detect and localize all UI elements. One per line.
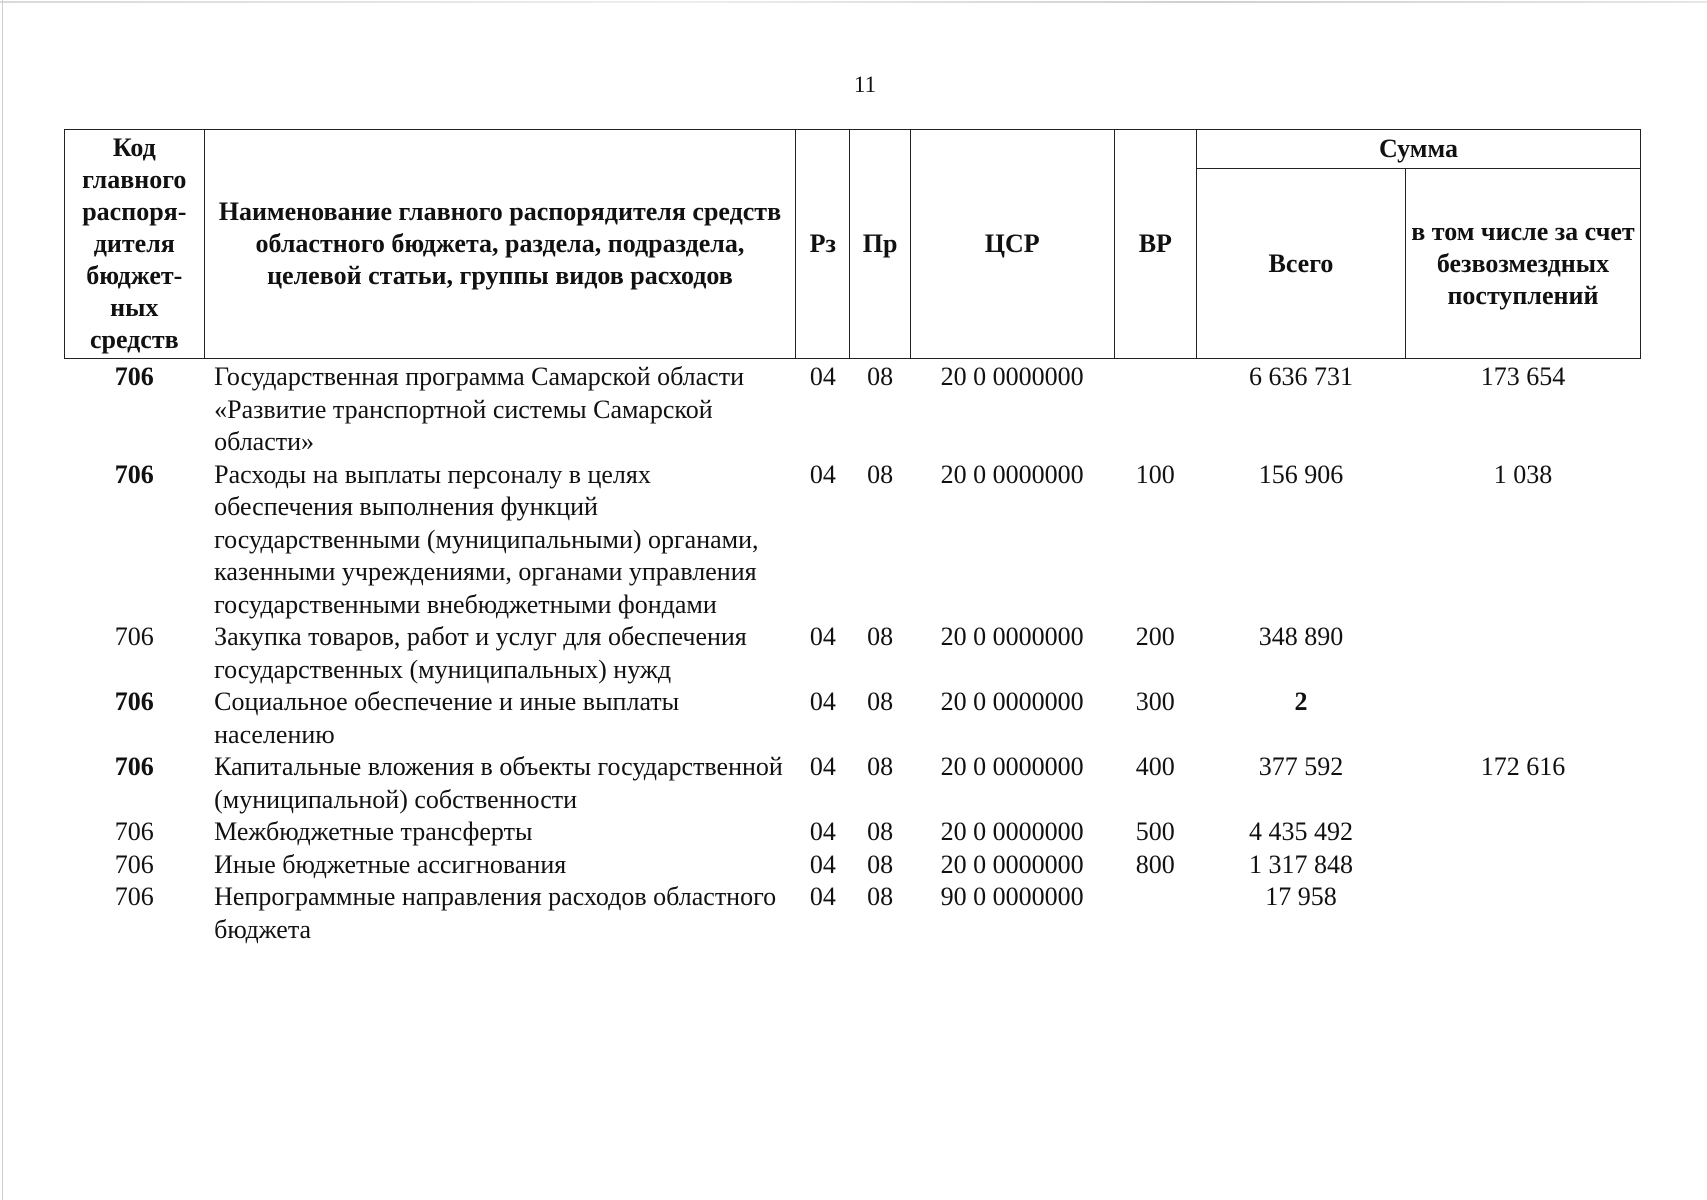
cell-csr: 90 0 0000000 [940,882,1084,911]
cell-rz: 04 [809,687,836,716]
cell-grants [1405,816,1640,849]
cell-pr: 08 [867,622,894,651]
header-vr: ВР [1114,130,1196,359]
cell-name: Межбюджетные трансферты [214,817,533,846]
cell-rz: 04 [809,459,836,489]
cell-pr: 08 [867,849,894,879]
cell-total: 4 435 492 [1248,817,1353,846]
cell-pr: 08 [867,459,894,489]
cell-total: 348 890 [1258,622,1344,651]
cell-name: Расходы на выплаты персоналу в целях обеспечения выполнения функций государственными (муниципальными) органами, казенными учреждениями, органами управления государственными внебюджетными фондами [214,459,759,619]
table-row [65,816,1641,849]
cell-csr: 20 0 0000000 [940,849,1084,879]
cell-rz: 04 [809,362,836,391]
cell-total: 2 [1294,687,1308,716]
cell-pr: 08 [867,817,894,846]
table-row [65,621,1641,686]
cell-code: 706 [114,752,154,781]
page-number: 11 [853,72,877,97]
cell-pr: 08 [867,362,894,391]
cell-vr [1114,359,1196,459]
header-grants: в том числе за счет безвозмездных поступлений [1405,169,1640,359]
cell-total: 17 958 [1265,882,1337,911]
cell-total: 1 317 848 [1248,849,1353,879]
cell-total: 156 906 [1258,459,1344,489]
header-pr: Пр [850,130,910,359]
cell-csr: 20 0 0000000 [940,752,1084,781]
cell-code: 706 [114,687,154,716]
cell-grants [1405,881,1640,946]
cell-rz: 04 [809,817,836,846]
cell-grants [1405,849,1640,882]
cell-vr [1114,881,1196,946]
budget-table [64,129,1641,946]
cell-vr: 100 [1135,459,1175,489]
header-sum-group: Сумма [1196,130,1640,169]
cell-code: 706 [114,882,154,911]
cell-total: 6 636 731 [1248,362,1353,391]
cell-code: 706 [114,817,154,846]
cell-grants: 1 038 [1493,459,1553,489]
scan-edge-left [2,0,3,1200]
cell-vr: 300 [1135,687,1175,716]
header-name: Наименование главного распорядителя средств областного бюджета, раздела, подраздела, целевой статьи, группы видов расходов [204,130,796,359]
cell-code: 706 [114,622,154,651]
cell-name: Капитальные вложения в объекты государственной (муниципальной) собственности [214,752,783,814]
cell-csr: 20 0 0000000 [940,622,1084,651]
cell-total: 377 592 [1258,752,1344,781]
cell-csr: 20 0 0000000 [940,687,1084,716]
cell-name: Социальное обеспечение и иные выплаты населению [214,687,680,749]
header-rz: Рз [796,130,850,359]
scan-edge-top [0,1,1707,3]
cell-csr: 20 0 0000000 [940,362,1084,391]
table-row [65,751,1641,816]
header-csr: ЦСР [910,130,1114,359]
cell-rz: 04 [809,882,836,911]
table-row [65,459,1641,622]
cell-vr: 400 [1135,752,1175,781]
cell-csr: 20 0 0000000 [940,817,1084,846]
cell-name: Закупка товаров, работ и услуг для обеспечения государственных (муниципальных) нужд [214,622,747,684]
table-header [65,130,1641,359]
table-row [65,881,1641,946]
cell-grants [1405,621,1640,686]
cell-code: 706 [114,459,154,489]
cell-vr: 800 [1135,849,1175,879]
cell-pr: 08 [867,882,894,911]
cell-grants: 172 616 [1480,752,1566,781]
cell-grants [1405,686,1640,751]
header-code: Код главного распоря-дителя бюджет-ных средств [65,130,205,359]
cell-vr: 200 [1135,622,1175,651]
cell-name: Государственная программа Самарской области «Развитие транспортной системы Самарской области» [214,362,744,456]
cell-vr: 500 [1135,817,1175,846]
cell-rz: 04 [809,752,836,781]
cell-code: 706 [114,362,154,391]
cell-code: 706 [114,849,154,879]
cell-rz: 04 [809,622,836,651]
cell-grants: 173 654 [1480,362,1566,391]
cell-pr: 08 [867,752,894,781]
cell-csr: 20 0 0000000 [940,459,1084,489]
cell-name: Непрограммные направления расходов областного бюджета [214,882,777,944]
header-total: Всего [1196,169,1405,359]
table-body [65,359,1641,947]
cell-name: Иные бюджетные ассигнования [214,849,567,879]
table-row [65,849,1641,882]
table-row [65,359,1641,459]
cell-pr: 08 [867,687,894,716]
cell-rz: 04 [809,849,836,879]
table-row [65,686,1641,751]
